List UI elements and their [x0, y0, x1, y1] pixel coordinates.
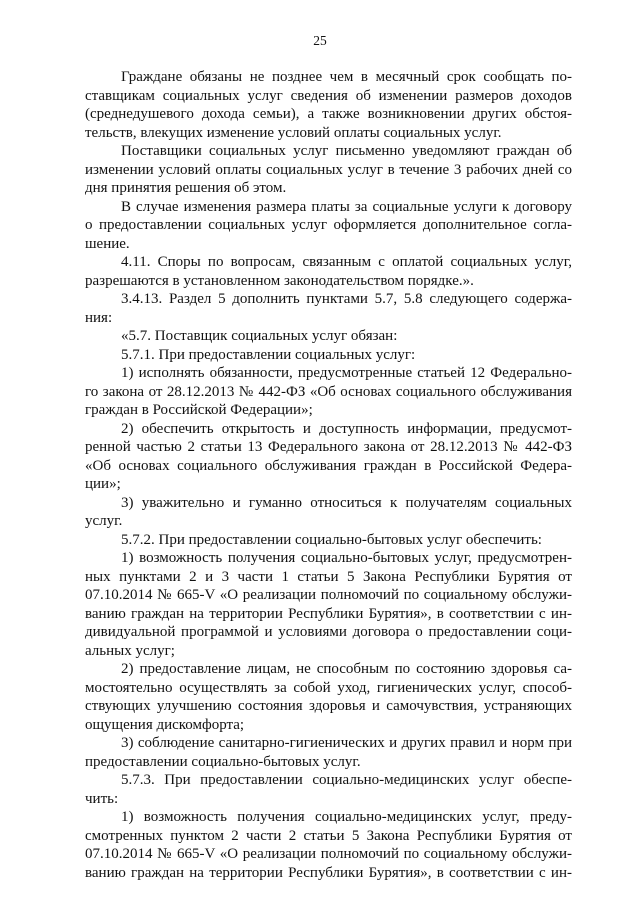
text-line: «5.7. Поставщик социальных услуг обязан: — [121, 328, 398, 344]
text-line: ренной частью 2 статьи 13 Федерального закона от 28.12.2013 № 442-ФЗ — [85, 439, 572, 455]
text-line: изменении условий оплаты социальных услуг в течение 3 рабочих дней со — [85, 161, 572, 178]
text-line: 1) возможность получения социально-бытовых услуг, предусмотрен- — [121, 550, 572, 566]
text-line: 07.10.2014 № 665-V «О реализации полномочий по социальному обслужи- — [85, 587, 572, 603]
text-line: «Об основах социального обслуживания граждан в Российской Федера- — [85, 457, 572, 474]
text-line: 4.11. Споры по вопросам, связанным с оплатой социальных услуг, — [121, 254, 572, 270]
text-line: ванию граждан на территории Республики Бурятия», в соответствии с ин- — [85, 605, 572, 622]
text-line: 2) предоставление лицам, не способным по состоянию здоровья са- — [121, 661, 572, 677]
text-line: дня принятия решения об этом. — [85, 180, 287, 196]
text-line: 5.7.2. При предоставлении социально-бытовых услуг обеспечить: — [121, 531, 542, 548]
text-line: 3) соблюдение санитарно-гигиенических и других правил и норм при — [121, 735, 572, 751]
text-line: 3) уважительно и гуманно относиться к получателям социальных — [121, 494, 572, 511]
text-line: ванию граждан на территории Республики Бурятия», в соответствии с ин- — [85, 864, 572, 881]
text-line: альных услуг; — [85, 642, 175, 659]
text-line: смотренных пунктом 2 части 2 статьи 5 Закона Республики Бурятия от — [85, 827, 572, 844]
document-body — [85, 68, 572, 882]
text-line: 1) возможность получения социально-медицинских услуг, преду- — [121, 809, 572, 825]
text-line: тельств, влекущих изменение условий оплаты социальных услуг. — [85, 124, 502, 141]
text-line: 1) исполнять обязанности, предусмотренные статьей 12 Федерально- — [121, 365, 572, 381]
text-line: ствующих улучшению состояния здоровья и самочувствия, устраняющих — [85, 698, 572, 714]
text-line: разрешаются в установленном законодательством порядке.». — [85, 272, 474, 289]
text-line: Поставщики социальных услуг письменно уведомляют граждан об — [121, 143, 572, 159]
text-line: ных пунктами 2 и 3 части 1 статьи 5 Закона Республики Бурятия от — [85, 568, 572, 585]
text-line: ции»; — [85, 476, 121, 492]
text-line: 3.4.13. Раздел 5 дополнить пунктами 5.7, 5.8 следующего содержа- — [121, 291, 572, 307]
text-line: В случае изменения размера платы за социальные услуги к договору — [121, 198, 572, 215]
text-line: мостоятельно осуществлять за собой уход, гигиенических услуг, способ- — [85, 679, 572, 696]
text-line: услуг. — [85, 513, 123, 529]
text-line: граждан в Российской Федерации»; — [85, 402, 313, 418]
text-line: го закона от 28.12.2013 № 442-ФЗ «Об основах социального обслуживания — [85, 383, 572, 400]
text-line: дивидуальной программой и условиями договора о предоставлении соци- — [85, 624, 572, 640]
text-line: чить: — [85, 790, 119, 807]
text-line: ния: — [85, 309, 113, 326]
text-line: ощущения дискомфорта; — [85, 716, 245, 733]
text-line: 5.7.3. При предоставлении социально-медицинских услуг обеспе- — [121, 772, 572, 788]
text-line: 5.7.1. При предоставлении социальных услуг: — [121, 346, 416, 363]
text-line: 07.10.2014 № 665-V «О реализации полномочий по социальному обслужи- — [85, 846, 572, 862]
text-line: шение. — [85, 235, 130, 252]
text-line: 2) обеспечить открытость и доступность информации, предусмот- — [121, 420, 572, 437]
text-line: Граждане обязаны не позднее чем в месячный срок сообщать по- — [121, 69, 572, 85]
text-line: (среднедушевого дохода семьи), а также возникновении других обстоя- — [85, 106, 572, 122]
text-line: ставщикам социальных услуг сведения об изменении размеров доходов — [85, 87, 572, 104]
text-line: о предоставлении социальных услуг оформляется дополнительное согла- — [85, 217, 572, 233]
page-number: 25 — [313, 33, 327, 48]
text-line: предоставлении социально-бытовых услуг. — [85, 753, 361, 770]
